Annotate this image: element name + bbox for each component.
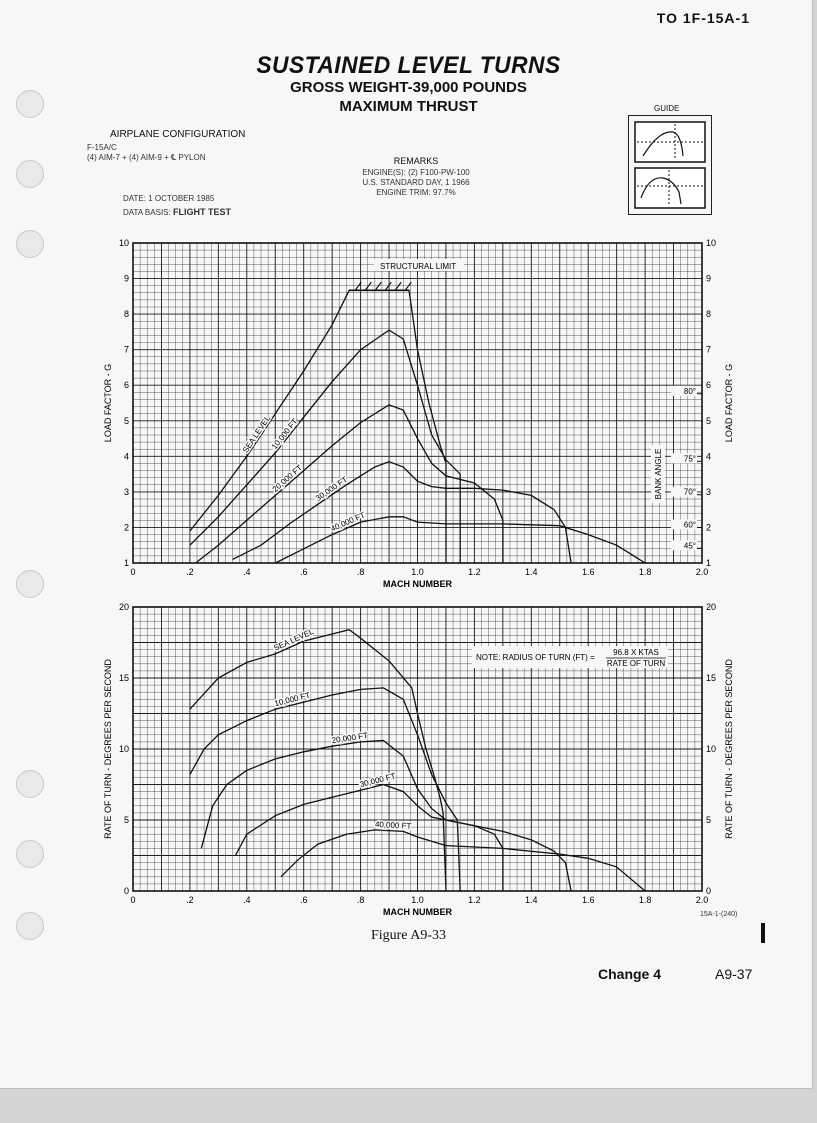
y-tick-label-right: 0 [706,886,712,896]
y-tick-label-right: 10 [706,744,717,754]
remarks-line: ENGINE TRIM: 97.7% [376,188,456,197]
x-tick-label: 0 [130,895,136,905]
series-label: 10,000 FT [269,416,300,452]
x-tick-label: 1.8 [638,895,652,905]
bank-angle-label: BANK ANGLE [654,448,663,500]
y-tick-label-right: 8 [706,309,712,320]
y-tick-label: 10 [118,238,129,248]
y-tick-label-right: 2 [706,522,712,533]
y-tick-label-right: 6 [706,380,712,391]
x-tick-label: .2 [186,895,194,905]
y-tick-label: 9 [123,273,129,284]
series-label: 20,000 FT [331,730,369,746]
configuration-line: F-15A/C [87,143,117,152]
bank-angle-tick: 70° [683,487,696,497]
x-tick-label: 1.6 [581,567,595,577]
y-axis-label-right: RATE OF TURN - DEGREES PER SECOND [724,659,734,839]
y-tick-label: 3 [123,486,129,497]
remarks-heading: REMARKS [393,156,439,166]
note-numerator: 96.8 X KTAS [613,648,659,657]
date-text: DATE: 1 OCTOBER 1985 [123,194,215,203]
data-basis-label: DATA BASIS: [123,208,171,217]
structural-limit-label: STRUCTURAL LIMIT [380,262,457,271]
series-label: 30,000 FT [313,474,350,503]
y-tick-label-right: 5 [706,815,712,825]
y-tick-label: 0 [123,886,129,896]
x-axis-label: MACH NUMBER [383,907,452,917]
tech-order-number: TO 1F-15A-1 [656,10,750,26]
note-denominator: RATE OF TURN [606,659,666,668]
y-tick-label: 15 [118,673,129,683]
x-tick-label: 1.2 [468,895,481,905]
page-number: A9-37 [715,966,753,982]
note-text: NOTE: RADIUS OF TURN (FT) = [476,653,595,662]
x-tick-label: 1.8 [638,567,652,577]
y-axis-label-right: LOAD FACTOR - G [724,363,734,443]
gross-weight-subtitle: GROSS WEIGHT-39,000 POUNDS [290,79,527,96]
data-basis-value: FLIGHT TEST [172,207,231,217]
x-tick-label: 1.4 [525,895,538,905]
x-tick-label: 1.0 [411,895,424,905]
x-axis-label: MACH NUMBER [383,579,452,589]
y-tick-label: 1 [123,558,129,568]
x-tick-label: 1.0 [411,567,424,577]
series-label: 30,000 FT [358,771,397,790]
y-tick-label: 5 [123,415,129,426]
figure-caption: Figure A9-33 [370,928,447,943]
x-tick-label: 1.4 [525,567,538,577]
guide-label: GUIDE [654,104,680,113]
thrust-subtitle: MAXIMUM THRUST [339,98,478,115]
remarks-line: ENGINE(S): (2) F100-PW-100 [362,168,470,177]
x-tick-label: .6 [299,567,308,577]
y-axis-label: LOAD FACTOR - G [103,363,113,443]
y-tick-label-right: 3 [706,486,712,497]
change-bar [761,923,765,943]
x-tick-label: 0 [130,567,136,577]
y-tick-label-right: 20 [706,602,717,612]
configuration-heading: AIRPLANE CONFIGURATION [110,129,246,140]
page-title: SUSTAINED LEVEL TURNS [256,52,561,79]
x-tick-label: .4 [243,567,251,577]
series-label: 40,000 FT [329,510,367,534]
x-tick-label: .2 [186,567,194,577]
y-tick-label-right: 4 [706,451,712,462]
y-tick-label-right: 10 [706,238,717,248]
y-tick-label-right: 7 [706,344,712,355]
series-label: 10,000 FT [273,690,312,709]
y-tick-label-right: 15 [706,673,717,683]
series-label: SEA LEVEL [272,626,316,653]
series-label: 20,000 FT [270,463,305,494]
y-tick-label: 7 [123,344,129,355]
x-tick-label: .6 [299,895,308,905]
bank-angle-tick: 45° [683,541,696,551]
y-tick-label: 2 [123,522,129,533]
bank-angle-tick: 60° [683,520,696,530]
x-tick-label: 2.0 [695,567,709,577]
y-tick-label: 6 [123,380,129,391]
y-tick-label-right: 1 [706,558,712,568]
y-tick-label: 5 [123,815,129,825]
series-line [281,830,645,891]
y-tick-label-right: 5 [706,415,712,426]
y-tick-label: 4 [123,451,129,462]
x-tick-label: 2.0 [695,895,709,905]
y-tick-label: 20 [118,602,129,612]
y-axis-label: RATE OF TURN - DEGREES PER SECOND [103,659,113,839]
remarks-line: U.S. STANDARD DAY, 1 1966 [362,178,470,187]
x-tick-label: .8 [356,567,365,577]
y-tick-label-right: 9 [706,273,712,284]
x-tick-label: 1.2 [468,567,481,577]
configuration-line: (4) AIM-7 + (4) AIM-9 + ℄ PYLON [87,153,206,162]
y-tick-label: 10 [118,744,129,754]
change-number: Change 4 [598,966,662,982]
y-tick-label: 8 [123,309,129,320]
x-tick-label: 1.6 [581,895,595,905]
series-label: SEA LEVEL [240,413,273,455]
series-label: 40,000 FT [374,819,412,831]
bank-angle-tick: 80° [683,386,696,396]
bank-angle-tick: 75° [683,454,696,464]
x-tick-label: .4 [243,895,251,905]
x-tick-label: .8 [356,895,365,905]
figure-code: 15A-1-(240) [700,911,738,918]
